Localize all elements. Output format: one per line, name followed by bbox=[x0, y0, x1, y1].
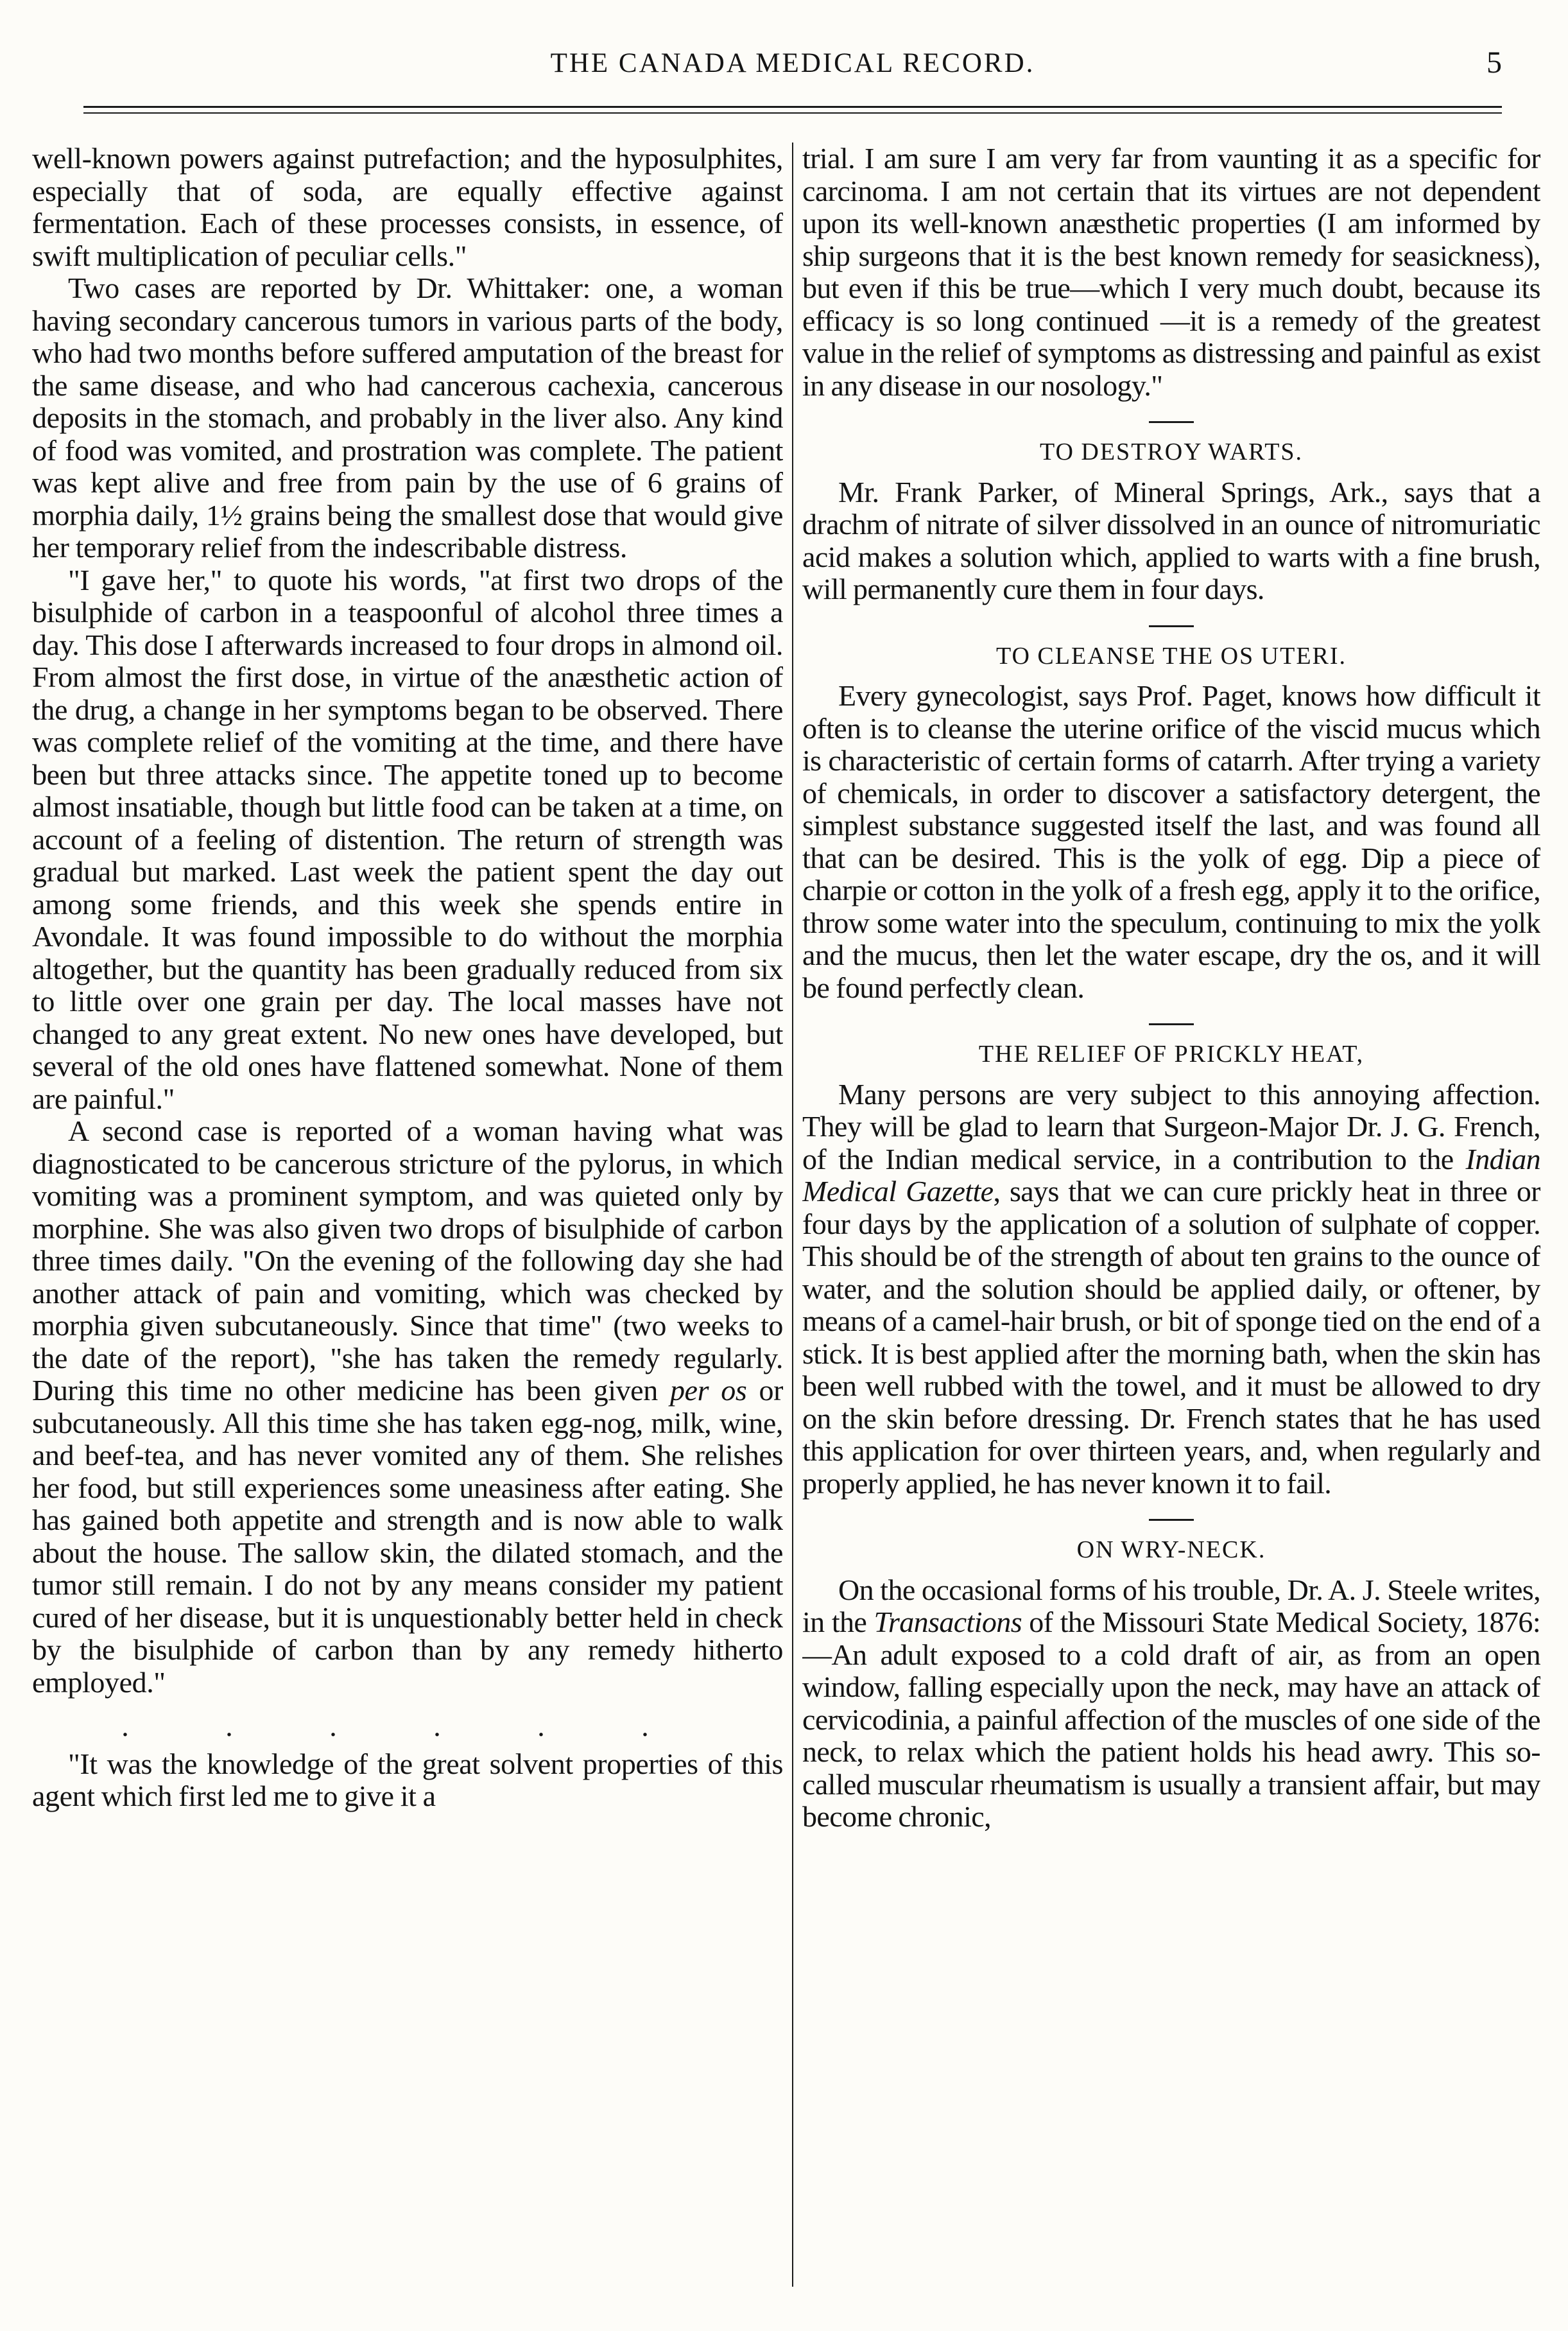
text-run: Many persons are very subject to this annoying affection. They will be glad to learn that Surgeon-Major Dr. J. G. French, of the Indian medical service, in a contribution to the bbox=[802, 1077, 1540, 1175]
text-run: , says that we can cure prickly heat in three or four days by the application of a solution of sulphate of copper. This should be of the strength of about ten grains to the ounce of water, and the solution should be applied daily, or oftener, by means of a camel-hair brush, or bit of sponge tied on the end of a stick. It is best applied after the morning bath, when the skin has been well rubbed with the towel, and it must be allowed to dry on the skin before dressing. Dr. French states that he has used this application for over thirteen years, and, when regularly and properly applied, he has never known it to fail. bbox=[802, 1175, 1540, 1500]
italic-text: per os bbox=[669, 1374, 747, 1407]
section-divider bbox=[1149, 625, 1194, 627]
ellipsis-separator: . . . . . . bbox=[121, 1710, 694, 1742]
page-header bbox=[83, 45, 1502, 90]
paragraph: well-known powers against putrefaction; and the hyposulphites, especially that of soda, are equally effective against fermentation. Each of these processes consists, in essence, of swift multiplication of peculiar cells." bbox=[32, 143, 783, 272]
journal-title: THE CANADA MEDICAL RECORD. bbox=[550, 48, 1035, 78]
paragraph: Mr. Frank Parker, of Mineral Springs, Ark., says that a drachm of nitrate of silver dissolved in an ounce of nitromuriatic acid makes a solution which, applied to warts with a fine brush, will permanently cure them in four days. bbox=[802, 475, 1540, 605]
left-column bbox=[32, 143, 783, 2280]
paragraph: "I gave her," to quote his words, "at first two drops of the bisulphide of carbon in a teaspoonful of alcohol three times a day. This dose I afterwards increased to four drops in almond oil. From almost the first dose, in virtue of the anæsthetic action of the drug, a change in her symptoms began to be observed. There was complete relief of the vomiting at the time, and there have been but three attacks since. The appetite toned up to become almost insatiable, though but little food can be taken at a time, on account of a feeling of distention. The return of strength was gradual but marked. Last week the patient spent the day out among some friends, and this week she spends entire in Avondale. It was found impossible to do without the morphia altogether, but the quantity has been gradually reduced from six to little over one grain per day. The local masses have not changed to any great extent. No new ones have developed, but several of the old ones have flattened somewhat. None of them are painful." bbox=[32, 563, 783, 1115]
paragraph bbox=[802, 1079, 1540, 1500]
right-column bbox=[802, 143, 1540, 2280]
paragraph: Two cases are reported by Dr. Whittaker: one, a woman having secondary cancerous tumors in various parts of the body, who had two months before suffered amputation of the breast for the same disease, and who had cancerous cachexia, cancerous deposits in the stomach, and probably in the liver also. Any kind of food was vomited, and prostration was complete. The patient was kept alive and free from pain by the use of 6 grains of morphia daily, 1½ grains being the smallest dose that would give her temporary relief from the indescribable distress. bbox=[32, 272, 783, 564]
header-rule-secondary bbox=[83, 112, 1502, 114]
header-rule bbox=[83, 106, 1502, 108]
paragraph bbox=[32, 1115, 783, 1699]
text-run: On the occasional forms of his trouble, Dr. A. J. Steele writes, in the bbox=[802, 1573, 1540, 1638]
paragraph bbox=[802, 1574, 1540, 1833]
section-heading-wry-neck: ON WRY-NECK. bbox=[1076, 1536, 1266, 1563]
text-run: or subcutaneously. All this time she has taken egg-nog, milk, wine, and beef-tea, and has never vomited any of them. She relishes her food, but still experiences some uneasiness after eating. She has gained both appetite and strength and is now able to walk about the house. The sallow skin, the dilated stomach, and the tumor still remain. I do not by any means consider my patient cured of her disease, but it is unquestionably better held in check by the bisulphide of carbon than by any remedy hitherto employed." bbox=[32, 1374, 783, 1699]
section-heading-os-uteri: TO CLEANSE THE OS UTERI. bbox=[995, 642, 1347, 670]
column-rule bbox=[792, 143, 793, 2287]
text-run: A second case is reported of a woman having what was diagnosticated to be cancerous stricture of the pylorus, in which vomiting was a prominent symptom, and was quieted only by morphine. She was also given two drops of bisulphide of carbon three times daily. "On the evening of the following day she had another attack of pain and vomiting, which was checked by morphia given subcutaneously. Since that time" (two weeks to the date of the report), "she has taken the remedy regularly. During this time no other medicine has been given bbox=[32, 1114, 783, 1407]
italic-text: Transactions bbox=[874, 1606, 1022, 1638]
paragraph: Every gynecologist, says Prof. Paget, knows how difficult it often is to cleanse the uterine orifice of the viscid mucus which is characteristic of certain forms of catarrh. After trying a variety of chemicals, in order to discover a satisfactory detergent, the simplest substance suggested itself the last, and was found all that can be desired. This is the yolk of egg. Dip a piece of charpie or cotton in the yolk of a fresh egg, apply it to the orifice, throw some water into the speculum, continuing to mix the yolk and the mucus, then let the water escape, dry the os, and it will be found perfectly clean. bbox=[802, 679, 1540, 1004]
section-heading-prickly-heat: THE RELIEF OF PRICKLY HEAT, bbox=[978, 1041, 1365, 1068]
paragraph: trial. I am sure I am very far from vaunting it as a specific for carcinoma. I am not certain that its virtues are not dependent upon its well-known anæsthetic properties (I am informed by ship surgeons that it is the best known remedy for seasickness), but even if this be true—which I very much doubt, because its efficacy is so long continued —it is a remedy of the greatest value in the relief of symptoms as distressing and painful as exist in any disease in our nosology." bbox=[802, 143, 1540, 402]
section-heading-warts: TO DESTROY WARTS. bbox=[1039, 438, 1304, 465]
text-run: of the Missouri State Medical Society, 1876:—An adult exposed to a cold draft of air, as from an open window, falling especially upon the neck, may have an attack of cervicodinia, a painful affection of the muscles of one side of the neck, to relax which the patient holds his head awry. This so-called muscular rheumatism is usually a transient affair, but may become chronic, bbox=[802, 1606, 1540, 1833]
italic-text: Indian Medical Gazette bbox=[802, 1142, 1540, 1208]
paragraph: "It was the knowledge of the great solvent properties of this agent which first led me to give it a bbox=[32, 1747, 783, 1812]
section-divider bbox=[1149, 1519, 1194, 1521]
section-divider bbox=[1149, 1023, 1194, 1025]
page-number: 5 bbox=[1486, 46, 1502, 80]
section-divider bbox=[1149, 421, 1194, 423]
